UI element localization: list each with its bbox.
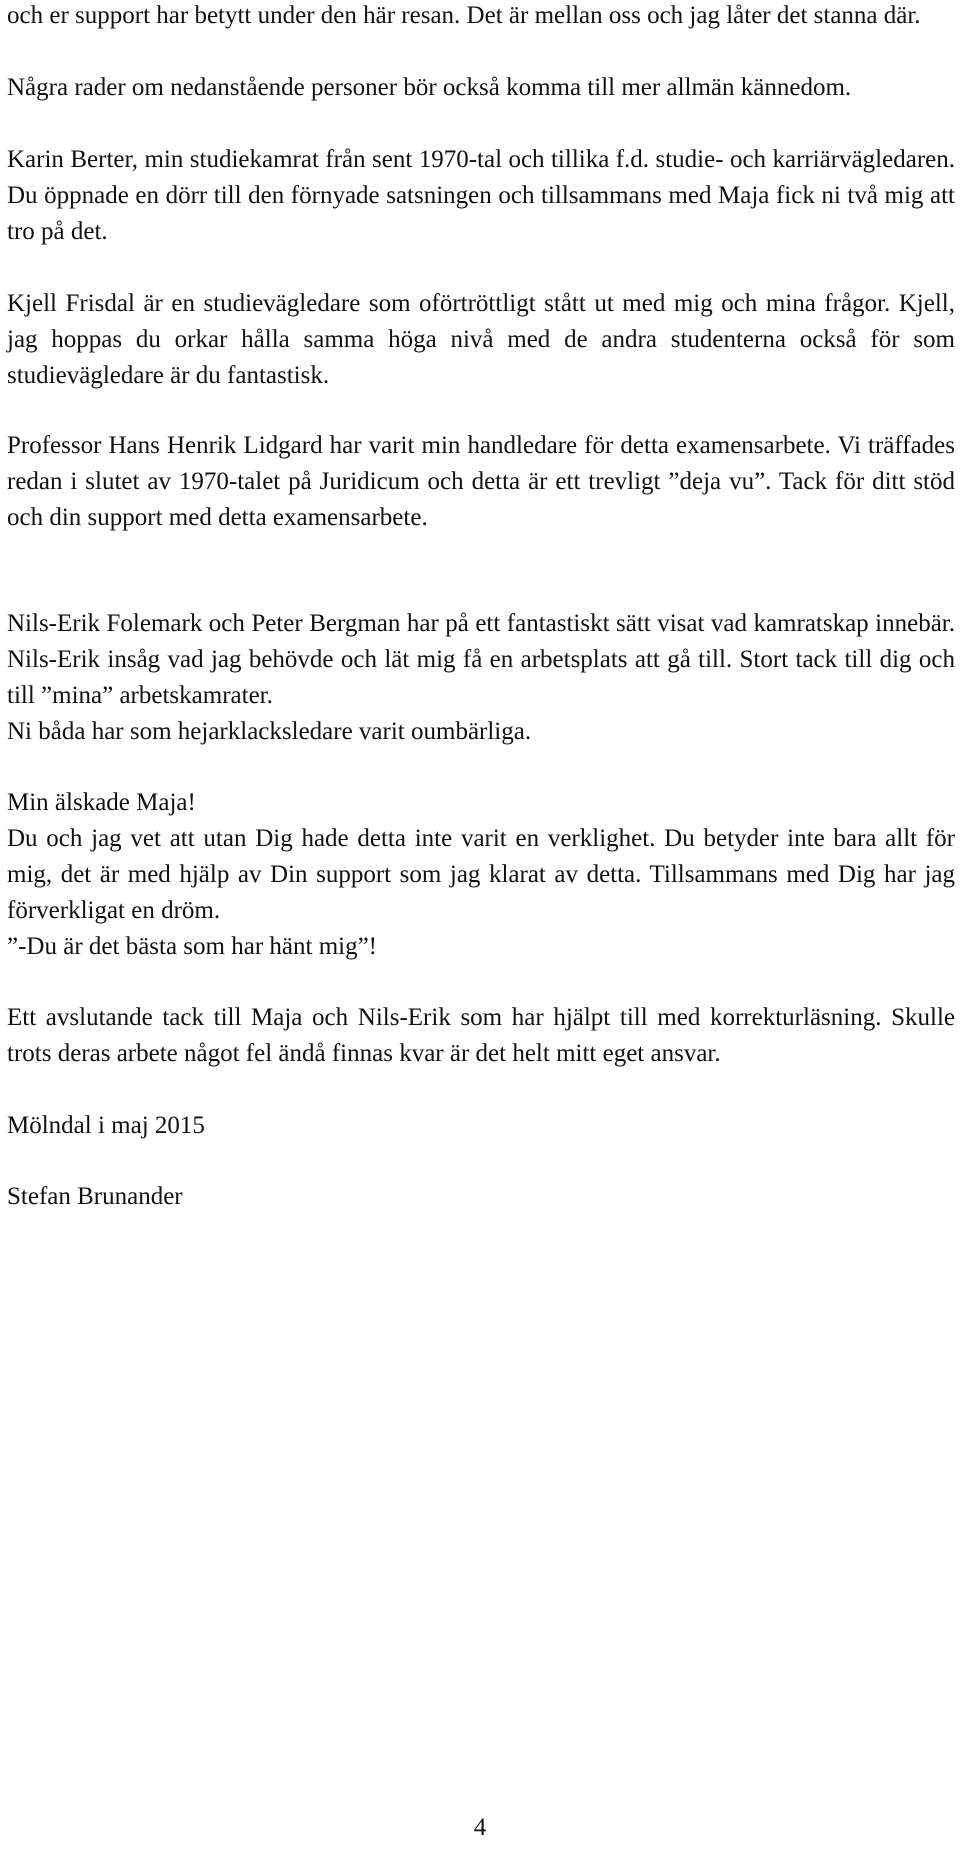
place-date: Mölndal i maj 2015 bbox=[7, 1112, 205, 1139]
paragraph-closing-support: och er support har betytt under den här resan. Det är mellan oss och jag låter det stanna där. bbox=[7, 2, 921, 29]
paragraph-hans-henrik-lidgard: Professor Hans Henrik Lidgard har varit min handledare för detta examensarbete. Vi träffades redan i slutet av 1970-talet på Juridicum och detta är ett trevligt ”deja vu”. Tack för ditt stöd och din support med detta examensarbete. bbox=[7, 432, 955, 531]
page-number: 4 bbox=[473, 1814, 487, 1841]
paragraph-intro-persons: Några rader om nedanstående personer bör också komma till mer allmän kännedom. bbox=[7, 74, 852, 101]
paragraph-final-thanks: Ett avslutande tack till Maja och Nils-Erik som har hjälpt till med korrekturläsning. Skulle trots deras arbete något fel ändå finnas kvar är det helt mitt eget ansvar. bbox=[7, 1004, 955, 1067]
author-name: Stefan Brunander bbox=[7, 1183, 183, 1210]
paragraph-hejarklack: Ni båda har som hejarklacksledare varit oumbärliga. bbox=[7, 718, 532, 745]
paragraph-nils-erik-peter: Nils-Erik Folemark och Peter Bergman har på ett fantastiskt sätt visat vad kamratskap innebär. Nils-Erik insåg vad jag behövde och lät mig få en arbetsplats att gå till. Stort tack till dig och till ”mina” arbetskamrater. bbox=[7, 610, 955, 709]
paragraph-karin-berter: Karin Berter, min studiekamrat från sent 1970-tal och tillika f.d. studie- och karriärvägledaren. Du öppnade en dörr till den förnyade satsningen och tillsammans med Maja fick ni två mig att tro på det. bbox=[7, 146, 955, 245]
paragraph-kjell-frisdal: Kjell Frisdal är en studievägledare som oförtröttligt stått ut med mig och mina frågor. Kjell, jag hoppas du orkar hålla samma höga nivå med de andra studenterna också för som studievägledare är du fantastisk. bbox=[7, 290, 955, 389]
paragraph-maja-greeting: Min älskade Maja! bbox=[7, 789, 196, 816]
paragraph-maja-quote: ”-Du är det bästa som har hänt mig”! bbox=[7, 933, 378, 960]
paragraph-maja-body: Du och jag vet att utan Dig hade detta inte varit en verklighet. Du betyder inte bara allt för mig, det är med hjälp av Din support som jag klarat av detta. Tillsammans med Dig har jag förverkligat en dröm. bbox=[7, 825, 955, 924]
